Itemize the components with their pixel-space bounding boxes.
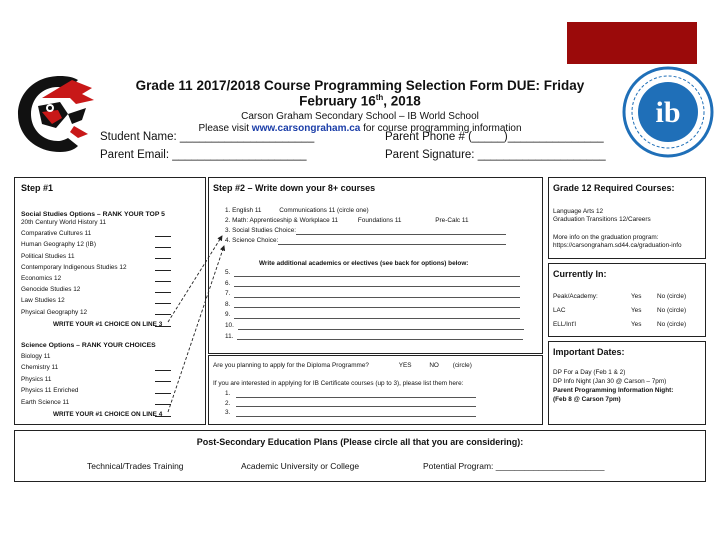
potential-program-field[interactable]: Potential Program: _______________________ xyxy=(423,461,605,471)
social-option: Human Geography 12 (IB) xyxy=(21,241,96,249)
electives-note: Write additional academics or electives (see back for options) below: xyxy=(259,260,469,267)
school-logo-icon xyxy=(12,68,98,158)
line2-foundations[interactable]: Foundations 11 xyxy=(357,217,402,224)
line-number: 7. xyxy=(225,290,231,298)
social-note: WRITE YOUR #1 CHOICE ON LINE 3 xyxy=(53,321,163,328)
social-option: Economics 12 xyxy=(21,275,62,282)
grad-info-label: More info on the graduation program: xyxy=(553,234,659,241)
school-name: Carson Graham Secondary School – IB World School xyxy=(241,110,479,122)
grade12-box xyxy=(548,177,706,259)
postsec-title: Post-Secondary Education Plans (Please circle all that you are considering): xyxy=(196,437,524,447)
visit-line: Please visit www.carsongraham.ca for course programming information xyxy=(198,122,522,134)
current-yes[interactable]: Yes xyxy=(631,293,642,300)
option-trades[interactable]: Technical/Trades Training xyxy=(87,461,184,471)
diploma-yes[interactable]: YES xyxy=(398,362,412,369)
science-option: Physics 11 Enriched xyxy=(21,387,79,395)
ib-cert-question: If you are interested in applying for IB Certificate courses (up to 3), please list them here: xyxy=(213,380,464,387)
diploma-circle: (circle) xyxy=(452,362,472,369)
date-bold-b: (Feb 8 @ Carson 7pm) xyxy=(553,396,621,403)
social-option: Comparative Cultures 11 xyxy=(21,230,92,238)
current-label: Peak/Academy: xyxy=(553,293,598,300)
social-option: Law Studies 12 xyxy=(21,297,65,305)
parent-email-field[interactable]: Parent Email: _____________________ xyxy=(100,149,307,161)
parent-signature-field[interactable]: Parent Signature: ____________________ xyxy=(385,149,606,161)
step2-title: Step #2 – Write down your 8+ courses xyxy=(213,183,376,193)
social-option: Political Studies 11 xyxy=(21,252,75,260)
line1-alt[interactable]: Communications 11 (circle one) xyxy=(279,207,369,214)
elective-line[interactable] xyxy=(225,280,520,288)
ib-cert-line[interactable] xyxy=(225,390,476,398)
elective-line[interactable] xyxy=(225,311,520,319)
elective-line[interactable] xyxy=(225,269,520,277)
grade12-line-2: Graduation Transitions 12/Careers xyxy=(553,216,651,223)
current-no[interactable]: No (circle) xyxy=(657,321,687,328)
line-number: 8. xyxy=(225,300,231,308)
website-link[interactable]: www.carsongraham.ca xyxy=(251,122,361,134)
elective-line[interactable] xyxy=(225,322,524,330)
line-number: 6. xyxy=(225,279,231,287)
science-option: Physics 11 xyxy=(21,375,52,383)
diploma-box xyxy=(208,355,543,425)
social-option: Physical Geography 12 xyxy=(21,308,88,316)
science-option: Chemistry 11 xyxy=(21,364,59,372)
current-box xyxy=(548,263,706,337)
grade12-title: Grade 12 Required Courses: xyxy=(553,183,675,193)
line-number: 1. xyxy=(225,390,231,397)
science-option: Earth Science 11 xyxy=(21,398,70,406)
line4[interactable]: 4. Science Choice: xyxy=(225,237,506,245)
line-number: 11. xyxy=(225,332,234,340)
social-heading: Social Studies Options – RANK YOUR TOP 5 xyxy=(21,211,165,218)
grad-info-url[interactable]: https://carsongraham.sd44.ca/graduation-info xyxy=(553,242,682,249)
social-option: Contemporary Indigenous Studies 12 xyxy=(21,263,127,271)
social-option: 20th Century World History 11 xyxy=(21,219,107,226)
science-option: Biology 11 xyxy=(21,353,51,360)
option-university[interactable]: Academic University or College xyxy=(241,461,360,471)
postsec-box xyxy=(14,430,706,482)
line-number: 10. xyxy=(225,322,234,329)
date-line-1: DP For a Day (Feb 1 & 2) xyxy=(553,369,626,376)
date-bold-a: Parent Programming Information Night: xyxy=(553,387,674,394)
current-no[interactable]: No (circle) xyxy=(657,293,687,300)
line-number: 9. xyxy=(225,311,231,319)
elective-line[interactable] xyxy=(225,301,520,309)
ib-cert-line[interactable] xyxy=(225,400,476,408)
dates-title: Important Dates: xyxy=(553,347,625,357)
line1-label: 1. English 11 xyxy=(225,207,262,214)
diploma-question: Are you planning to apply for the Diploma Programme? xyxy=(213,362,369,369)
line-number: 5. xyxy=(225,269,231,276)
ib-world-school-logo-icon xyxy=(622,66,714,158)
current-no[interactable]: No (circle) xyxy=(657,307,687,314)
step1-title: Step #1 xyxy=(21,183,54,193)
current-yes[interactable]: Yes xyxy=(631,321,642,328)
social-option: Genocide Studies 12 xyxy=(21,286,81,294)
form-header xyxy=(105,78,615,134)
diploma-no[interactable]: NO xyxy=(429,362,439,369)
line-number: 2. xyxy=(225,399,231,407)
dates-box xyxy=(548,341,706,425)
parent-phone-field[interactable]: Parent Phone # (_____)_______________ xyxy=(385,131,604,143)
current-label: LAC xyxy=(553,307,566,314)
current-title: Currently In: xyxy=(553,269,607,279)
date-line-2: DP Info Night (Jan 30 @ Carson – 7pm) xyxy=(553,378,667,385)
science-heading: Science Options – RANK YOUR CHOICES xyxy=(21,342,156,349)
brand-red-block xyxy=(567,22,697,64)
student-name-field[interactable]: Student Name: _____________________ xyxy=(100,131,315,143)
ib-cert-line[interactable] xyxy=(225,409,476,417)
svg-text:ib: ib xyxy=(655,96,681,129)
current-label: ELL/Int'l xyxy=(553,321,576,328)
elective-line[interactable] xyxy=(225,333,523,341)
grade12-line-1: Language Arts 12 xyxy=(553,208,604,215)
line2-precalc[interactable]: Pre-Calc 11 xyxy=(435,217,469,224)
elective-line[interactable] xyxy=(225,290,520,298)
form-title: Grade 11 2017/2018 Course Programming Selection Form DUE: Friday February 16th, 2018 xyxy=(135,78,585,109)
current-yes[interactable]: Yes xyxy=(631,307,642,314)
step2-box xyxy=(208,177,543,354)
line3[interactable]: 3. Social Studies Choice: xyxy=(225,227,506,235)
line-number: 3. xyxy=(225,409,231,416)
science-note: WRITE YOUR #1 CHOICE ON LINE 4 xyxy=(53,411,163,418)
line2-label: 2. Math: Apprenticeship & Workplace 11 xyxy=(225,217,339,224)
